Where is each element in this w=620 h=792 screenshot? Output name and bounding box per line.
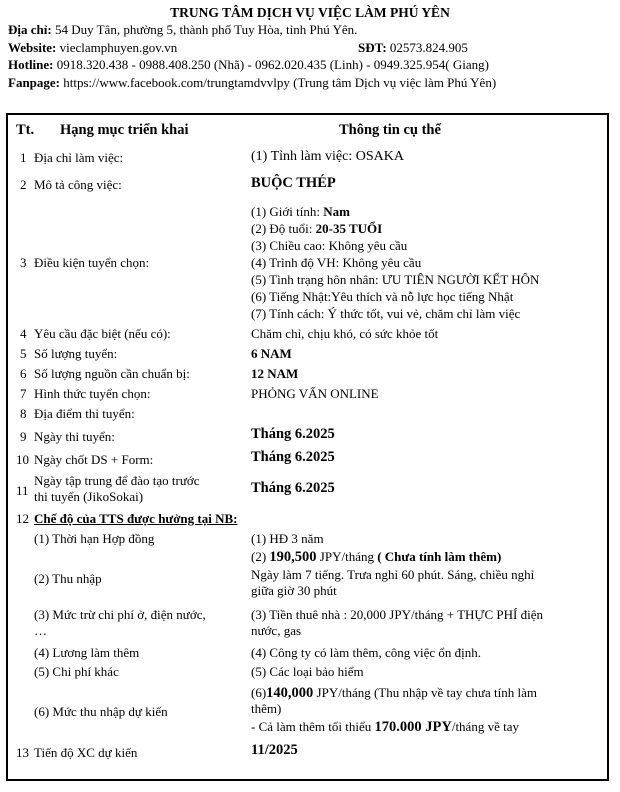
benefit-expected-label: (6) Mức thu nhập dự kiến — [34, 704, 168, 719]
condition-education: (4) Trình độ VH: Không yêu cầu — [251, 255, 422, 270]
fanpage-line — [8, 74, 612, 92]
row-label: Ngày chốt DS + Form: — [34, 452, 154, 467]
phone-text: 02573.824.905 — [386, 39, 468, 55]
row-number: 6 — [20, 366, 27, 381]
benefit-expected-line2: thêm) — [251, 701, 282, 716]
row-label: Số lượng tuyển: — [34, 346, 118, 361]
row-value: (1) Tỉnh làm việc: OSAKA — [251, 149, 404, 164]
row-number: 2 — [20, 177, 27, 192]
row-value: 6 NAM — [251, 346, 292, 361]
benefit-expected-line1: (6)140,000 JPY/tháng (Thu nhập về tay chưa tính làm — [251, 685, 537, 701]
website-text: vieclamphuyen.gov.vn — [56, 39, 178, 55]
website-label: Website: — [8, 39, 57, 55]
row-label-line2: thi tuyển (JikoSokai) — [34, 489, 144, 504]
row-value: BUỘC THÉP — [251, 175, 336, 191]
hotline-line — [8, 56, 612, 74]
col-header-tt: Tt. — [16, 122, 35, 138]
row-label: Điều kiện tuyển chọn: — [34, 255, 150, 270]
benefit-income-line2: Ngày làm 7 tiếng. Trưa nghỉ 60 phút. Sáng, chiều nghỉ — [251, 567, 535, 582]
address-line — [8, 21, 612, 39]
row-number: 1 — [20, 150, 27, 165]
row-label: Số lượng nguồn cần chuẩn bị: — [34, 366, 190, 381]
row-label: Hình thức tuyển chọn: — [34, 386, 151, 401]
row-label: Địa điểm thi tuyển: — [34, 406, 135, 421]
row-value: 12 NAM — [251, 366, 299, 381]
benefit-income-line1: (2) 190,500 JPY/tháng ( Chưa tính làm thêm) — [251, 549, 502, 565]
benefit-expected-line3: - Cả làm thêm tối thiểu 170.000 JPY/tháng về tay — [251, 719, 519, 735]
condition-japanese: (6) Tiếng Nhật:Yêu thích và nỗ lực học tiếng Nhật — [251, 289, 514, 304]
row-value: Tháng 6.2025 — [251, 426, 335, 442]
phone-label: SĐT: — [358, 39, 387, 55]
row-number: 8 — [20, 406, 27, 421]
fanpage-text: https://www.facebook.com/trungtamdvvlpy (Trung tâm Dịch vụ việc làm Phú Yên) — [60, 74, 497, 90]
condition-character: (7) Tính cách: Ý thức tốt, vui vẻ, chăm chỉ làm việc — [251, 306, 521, 321]
row-number: 11 — [16, 483, 29, 498]
address-label: Địa chỉ: — [8, 22, 52, 37]
row-number: 13 — [16, 745, 29, 760]
row-label-line1: Ngày tập trung để đào tạo trước — [34, 473, 200, 488]
condition-gender: (1) Giới tính: Nam — [251, 204, 350, 219]
col-header-info: Thông tin cụ thể — [339, 122, 441, 138]
row-number: 9 — [20, 429, 27, 444]
center-title: TRUNG TÂM DỊCH VỤ VIỆC LÀM PHÚ YÊN — [170, 5, 450, 20]
hotline-label: Hotline: — [8, 57, 54, 72]
benefit-other-label: (5) Chi phí khác — [34, 664, 119, 679]
fanpage-label: Fanpage: — [8, 74, 60, 90]
hotline-text: 0918.320.438 - 0988.408.250 (Nhã) - 0962.020.435 (Linh) - 0949.325.954( Giang) — [53, 57, 489, 72]
benefit-overtime-value: (4) Công ty có làm thêm, công việc ổn định. — [251, 645, 481, 660]
benefit-other-value: (5) Các loại bảo hiểm — [251, 664, 364, 679]
row-label: Địa chỉ làm việc: — [34, 150, 124, 165]
row-value: Chăm chỉ, chịu khó, có sức khỏe tốt — [251, 326, 439, 341]
benefit-deduction-label-line1: (3) Mức trừ chi phí ở, điện nước, — [34, 607, 206, 622]
condition-height: (3) Chiều cao: Không yêu cầu — [251, 238, 408, 253]
benefit-deduction-line2: nước, gas — [251, 623, 302, 638]
row-value: PHỎNG VẤN ONLINE — [251, 386, 379, 401]
benefit-contract-label: (1) Thời hạn Hợp đồng — [34, 531, 155, 546]
row-number: 3 — [20, 255, 27, 270]
row-number: 7 — [20, 386, 27, 401]
address-text: 54 Duy Tân, phường 5, thành phố Tuy Hòa, tỉnh Phú Yên. — [51, 22, 358, 37]
website-line — [8, 39, 612, 57]
row-value: Tháng 6.2025 — [251, 449, 335, 465]
row-number: 12 — [16, 511, 29, 526]
benefit-contract-value: (1) HĐ 3 năm — [251, 531, 324, 546]
benefit-deduction-line1: (3) Tiền thuê nhà : 20,000 JPY/tháng + THỰC PHÍ điện — [251, 607, 543, 622]
benefit-income-line3: giữa giờ 30 phút — [251, 583, 337, 598]
row-value: Tháng 6.2025 — [251, 480, 335, 496]
benefits-heading: Chế độ của TTS được hưởng tại NB: — [34, 511, 238, 526]
benefit-deduction-label-line2: … — [34, 623, 47, 638]
row-number: 4 — [20, 326, 27, 341]
row-label: Tiến độ XC dự kiến — [34, 745, 138, 760]
job-table — [6, 113, 609, 781]
row-number: 5 — [20, 346, 27, 361]
col-header-item: Hạng mục triển khai — [60, 122, 189, 138]
benefit-income-label: (2) Thu nhập — [34, 571, 102, 586]
row-label: Mô tả công việc: — [34, 177, 122, 192]
row-value: 11/2025 — [251, 742, 298, 758]
row-number: 10 — [16, 452, 29, 467]
row-label: Ngày thi tuyển: — [34, 429, 115, 444]
condition-marital: (5) Tình trạng hôn nhân: ƯU TIÊN NGƯỜI KẾT HÔN — [251, 272, 540, 287]
document-header — [8, 4, 612, 91]
benefit-overtime-label: (4) Lương làm thêm — [34, 645, 140, 660]
row-label: Yêu cầu đặc biệt (nếu có): — [34, 326, 171, 341]
condition-age: (2) Độ tuổi: 20-35 TUỔI — [251, 221, 383, 236]
